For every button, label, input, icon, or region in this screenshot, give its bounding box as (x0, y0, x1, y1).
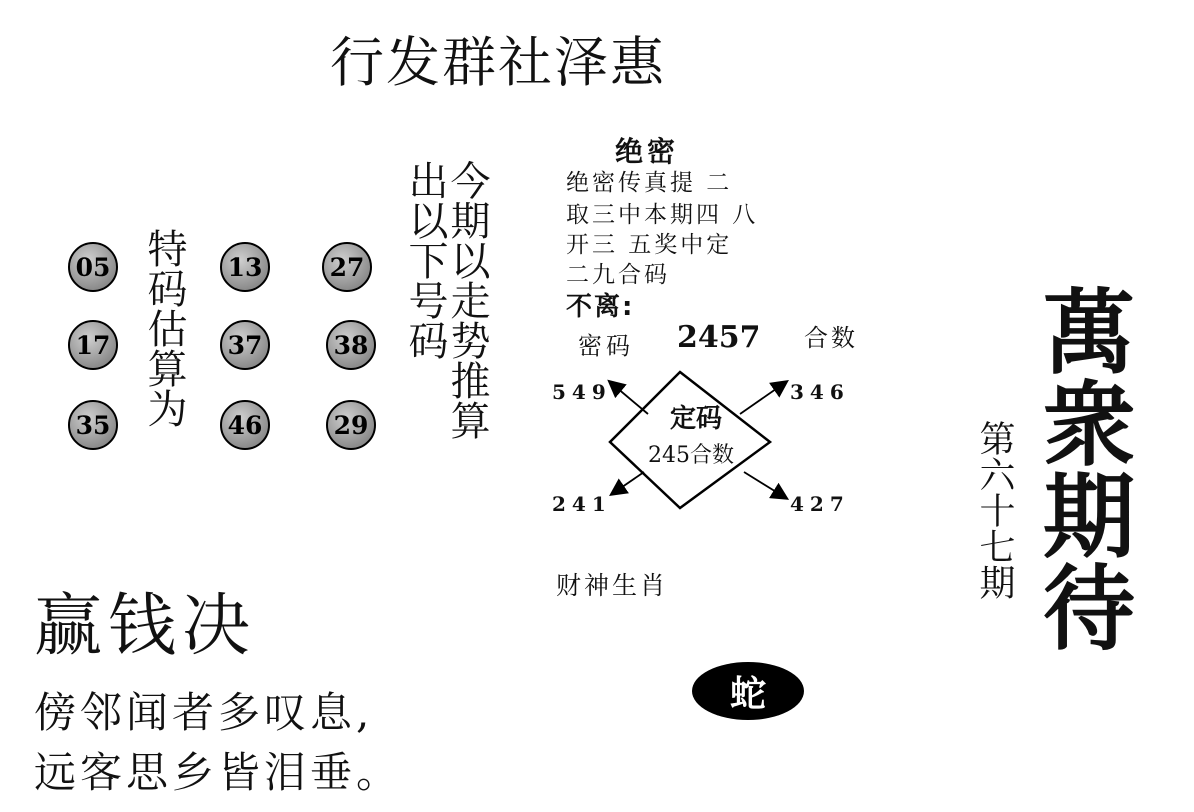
number-ball: 38 (326, 320, 376, 370)
caishen-label: 财神生肖 (556, 571, 669, 600)
number-ball: 13 (220, 242, 270, 292)
zodiac-badge: 蛇 (692, 662, 804, 720)
fixed-code-label: 定码 (670, 404, 723, 434)
number-ball: 46 (220, 400, 270, 450)
motto-text: 萬衆期待 (1028, 284, 1136, 652)
trend-text-line-2: 出以下号码 (402, 160, 448, 360)
trend-text-line-1: 今期以走势推算 (444, 160, 490, 440)
number-ball: 17 (68, 320, 118, 370)
number-ball: 27 (322, 242, 372, 292)
secret-line: 取三中本期四 八 (566, 202, 759, 228)
issue-number: 第六十七期 (974, 420, 1015, 600)
mima-value: 2457 (677, 320, 761, 355)
code-top-left: 549 (552, 380, 612, 404)
poem-line-2: 远客思乡皆泪垂。 (34, 748, 403, 797)
secret-line: 绝密传真提 二 (566, 170, 733, 196)
number-ball: 29 (326, 400, 376, 450)
arrow-top-right (740, 382, 786, 414)
arrow-top-left (610, 382, 648, 414)
secret-line: 二九合码 (566, 262, 670, 288)
number-ball: 37 (220, 320, 270, 370)
secret-heading: 绝密 (615, 135, 680, 168)
secret-line: 开三 五奖中定 (566, 232, 733, 258)
poem-title: 赢钱决 (34, 587, 257, 666)
mima-label: 密码 (578, 332, 634, 360)
arrow-bottom-left (612, 472, 644, 494)
arrow-bottom-right (744, 472, 786, 498)
fixed-code-value: 245合数 (648, 443, 734, 468)
heshu-label: 合数 (804, 324, 858, 352)
buli-label: 不离: (566, 292, 635, 322)
special-code-label: 特码估算为 (141, 228, 187, 428)
poem-line-1: 傍邻闻者多叹息, (34, 688, 374, 737)
number-ball: 05 (68, 242, 118, 292)
code-bottom-left: 241 (552, 492, 612, 516)
number-ball: 35 (68, 400, 118, 450)
code-top-right: 346 (790, 380, 850, 404)
code-bottom-right: 427 (790, 492, 850, 516)
page-title: 行发群社泽惠 (330, 31, 666, 94)
